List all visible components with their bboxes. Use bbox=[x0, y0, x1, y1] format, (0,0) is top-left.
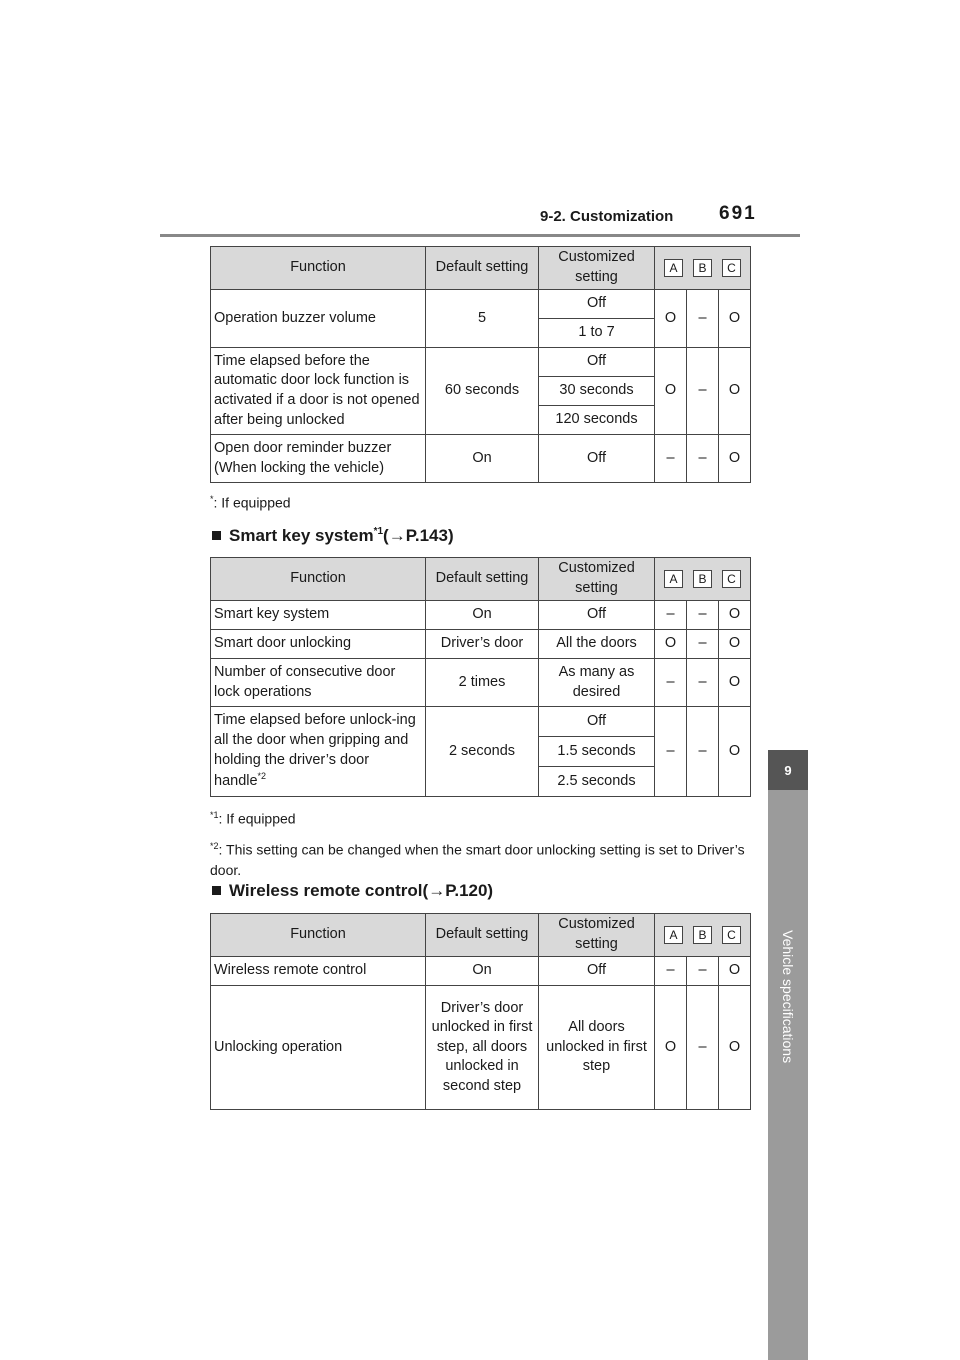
default-cell: On bbox=[426, 601, 539, 630]
default-cell: 2 seconds bbox=[426, 707, 539, 797]
col-default: Default setting bbox=[426, 914, 539, 957]
col-customized: Customized setting bbox=[539, 558, 655, 601]
b-cell: – bbox=[687, 957, 719, 986]
option-cell: Off bbox=[539, 707, 655, 737]
col-default: Default setting bbox=[426, 558, 539, 601]
b-cell: – bbox=[687, 435, 719, 483]
col-customized: Customized setting bbox=[539, 247, 655, 290]
c-cell: O bbox=[719, 601, 751, 630]
b-cell: – bbox=[687, 348, 719, 435]
section-heading-wireless-remote: Wireless remote control (→P.120) bbox=[212, 881, 493, 901]
b-cell: – bbox=[687, 601, 719, 630]
a-cell: – bbox=[655, 957, 687, 986]
b-cell: – bbox=[687, 707, 719, 797]
section-title: 9-2. Customization bbox=[540, 208, 674, 225]
col-function: Function bbox=[211, 247, 426, 290]
c-cell: O bbox=[719, 659, 751, 707]
default-cell: On bbox=[426, 435, 539, 483]
col-c: C bbox=[722, 259, 741, 277]
function-cell: Smart key system bbox=[211, 601, 426, 630]
table-row bbox=[211, 601, 751, 630]
col-c: C bbox=[722, 570, 741, 588]
function-cell: Smart door unlocking bbox=[211, 630, 426, 659]
function-cell: Time elapsed before the automatic door lock function is activated if a door is not opened after being unlocked bbox=[211, 348, 426, 435]
default-cell: Driver’s door unlocked in first step, all doors unlocked in second step bbox=[426, 986, 539, 1110]
col-abc bbox=[655, 914, 751, 957]
col-abc bbox=[655, 247, 751, 290]
section-bullet-icon bbox=[212, 886, 221, 895]
chapter-number: 9 bbox=[768, 750, 808, 790]
b-cell: – bbox=[687, 630, 719, 659]
c-cell: O bbox=[719, 630, 751, 659]
a-cell: O bbox=[655, 290, 687, 348]
table-door-lock bbox=[210, 246, 751, 483]
default-cell: Driver’s door bbox=[426, 630, 539, 659]
a-cell: – bbox=[655, 435, 687, 483]
option-cell: Off bbox=[539, 601, 655, 630]
a-cell: O bbox=[655, 630, 687, 659]
option-cell: Off bbox=[539, 957, 655, 986]
footnote-if-equipped: *: If equipped bbox=[210, 494, 291, 511]
col-function: Function bbox=[211, 558, 426, 601]
col-c: C bbox=[722, 926, 741, 944]
header-divider bbox=[160, 234, 800, 237]
col-a: A bbox=[664, 259, 683, 277]
table-row bbox=[211, 630, 751, 659]
b-cell: – bbox=[687, 986, 719, 1110]
option-cell: 2.5 seconds bbox=[539, 767, 655, 797]
section-bullet-icon bbox=[212, 531, 221, 540]
c-cell: O bbox=[719, 290, 751, 348]
default-cell: 2 times bbox=[426, 659, 539, 707]
function-cell: Operation buzzer volume bbox=[211, 290, 426, 348]
b-cell: – bbox=[687, 659, 719, 707]
function-cell: Unlocking operation bbox=[211, 986, 426, 1110]
col-b: B bbox=[693, 926, 712, 944]
default-cell: 5 bbox=[426, 290, 539, 348]
function-cell: Wireless remote control bbox=[211, 957, 426, 986]
c-cell: O bbox=[719, 435, 751, 483]
table-row bbox=[211, 348, 751, 377]
a-cell: O bbox=[655, 986, 687, 1110]
table-smart-key bbox=[210, 557, 751, 797]
table-wireless-remote bbox=[210, 913, 751, 1110]
col-a: A bbox=[664, 926, 683, 944]
c-cell: O bbox=[719, 986, 751, 1110]
a-cell: – bbox=[655, 601, 687, 630]
col-abc bbox=[655, 558, 751, 601]
table-row bbox=[211, 659, 751, 707]
a-cell: – bbox=[655, 659, 687, 707]
table-row bbox=[211, 957, 751, 986]
footnote-2: $^{*2}$: This setting can be changed when the smart door unlocking setting is set to Driver’s door. bbox=[210, 841, 745, 878]
b-cell: – bbox=[687, 290, 719, 348]
page-number: 691 bbox=[719, 203, 757, 224]
a-cell: O bbox=[655, 348, 687, 435]
chapter-label: Vehicle specifications bbox=[780, 930, 796, 1064]
function-cell: Number of consecutive door lock operations bbox=[211, 659, 426, 707]
function-cell: Open door reminder buzzer (When locking the vehicle) bbox=[211, 435, 426, 483]
option-cell: 30 seconds bbox=[539, 377, 655, 406]
col-b: B bbox=[693, 259, 712, 277]
table-row bbox=[211, 986, 751, 1110]
option-cell: Off bbox=[539, 435, 655, 483]
default-cell: On bbox=[426, 957, 539, 986]
col-a: A bbox=[664, 570, 683, 588]
option-cell: 1 to 7 bbox=[539, 319, 655, 348]
table-row bbox=[211, 707, 751, 737]
option-cell: Off bbox=[539, 290, 655, 319]
c-cell: O bbox=[719, 707, 751, 797]
c-cell: O bbox=[719, 348, 751, 435]
col-customized: Customized setting bbox=[539, 914, 655, 957]
option-cell: As many as desired bbox=[539, 659, 655, 707]
c-cell: O bbox=[719, 957, 751, 986]
col-default: Default setting bbox=[426, 247, 539, 290]
col-function: Function bbox=[211, 914, 426, 957]
option-cell: All the doors bbox=[539, 630, 655, 659]
option-cell: 1.5 seconds bbox=[539, 737, 655, 767]
function-cell: Time elapsed before unlock-ing all the door when gripping and holding the driver’s door handle$^{*2}$ bbox=[211, 707, 426, 797]
option-cell: Off bbox=[539, 348, 655, 377]
table-row bbox=[211, 435, 751, 483]
default-cell: 60 seconds bbox=[426, 348, 539, 435]
col-b: B bbox=[693, 570, 712, 588]
section-heading-smart-key: Smart key system $^{*1}$ (→P.143) bbox=[212, 526, 454, 546]
footnote-1: $^{*1}$: If equipped bbox=[210, 810, 296, 827]
a-cell: – bbox=[655, 707, 687, 797]
option-cell: All doors unlocked in first step bbox=[539, 986, 655, 1110]
option-cell: 120 seconds bbox=[539, 406, 655, 435]
table-row bbox=[211, 290, 751, 319]
